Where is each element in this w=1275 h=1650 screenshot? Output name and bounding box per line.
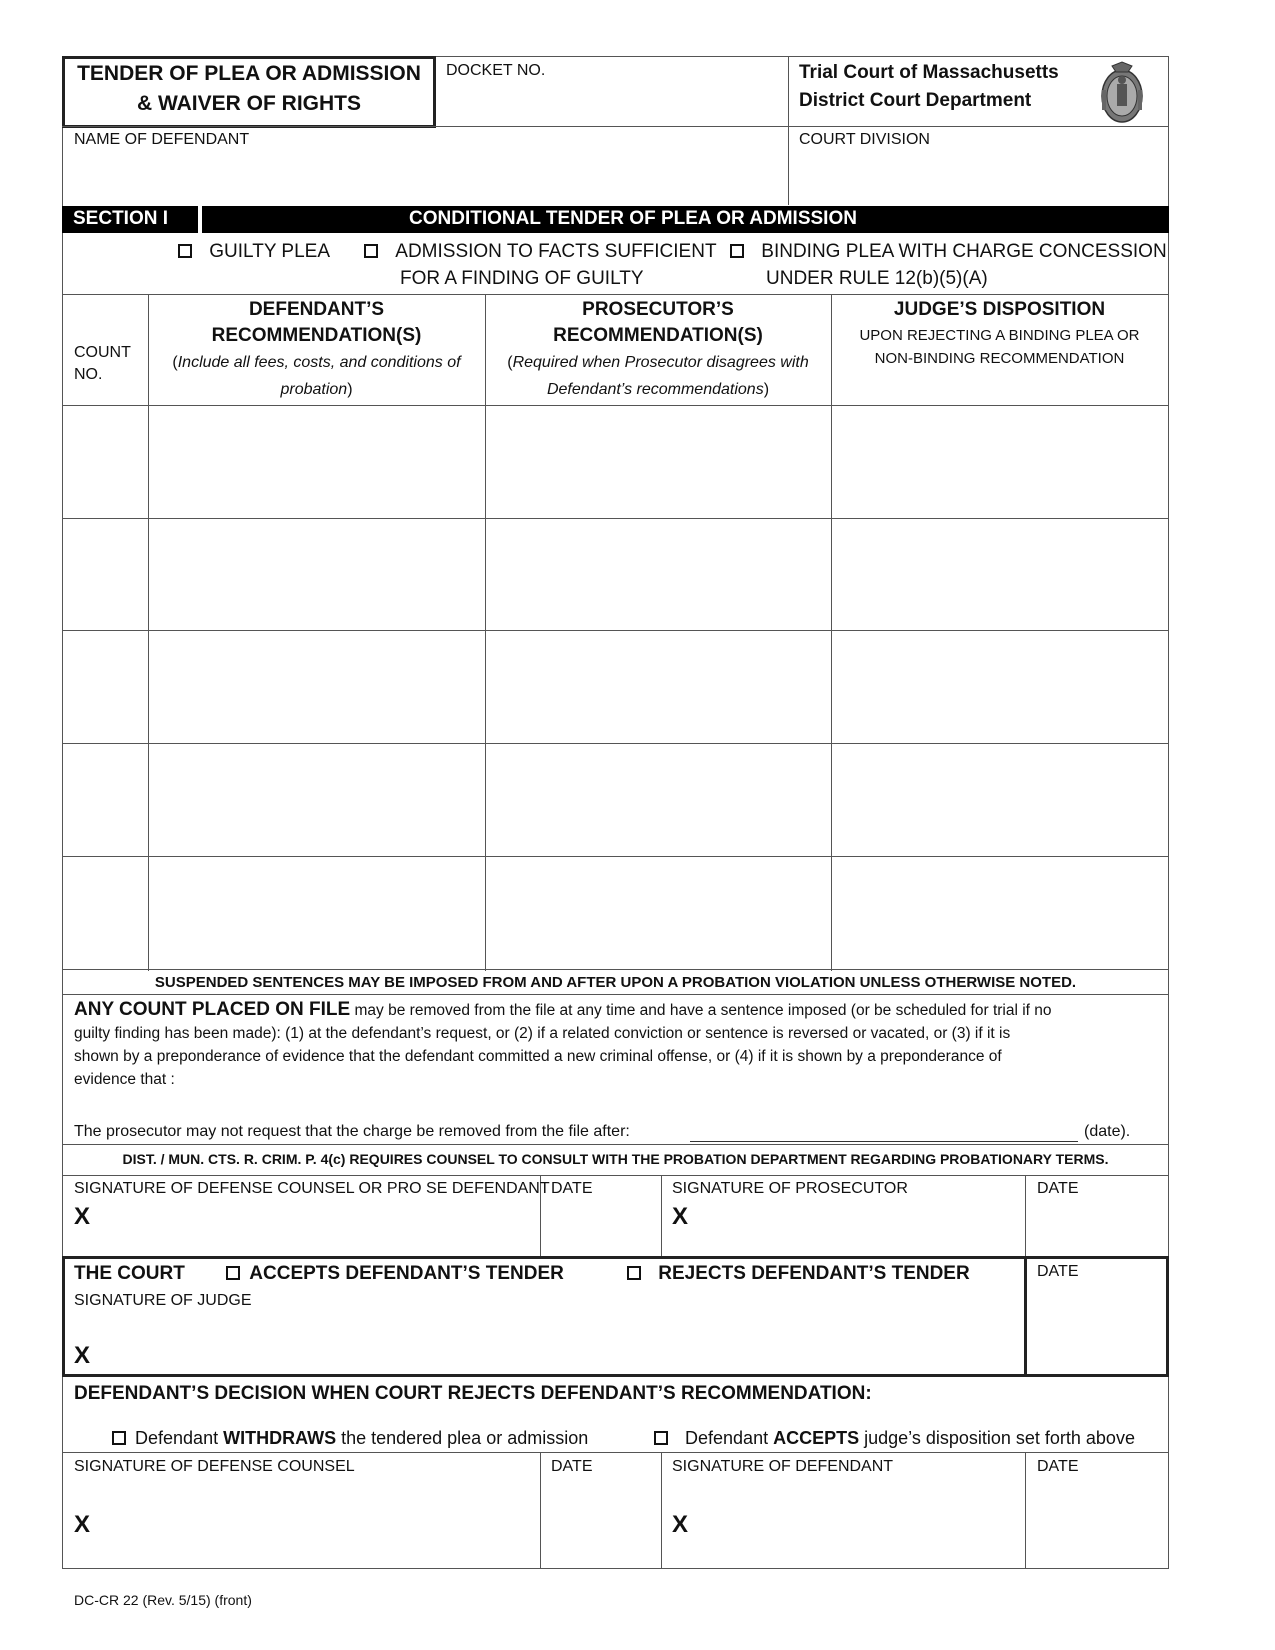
massachusetts-seal-icon — [1098, 60, 1146, 126]
option-binding-line2: UNDER RULE 12(b)(5)(A) — [766, 268, 988, 289]
option-guilty-plea[interactable]: GUILTY PLEA — [178, 241, 330, 263]
date-label: DATE — [551, 1180, 593, 1197]
sig-judge-x: X — [74, 1342, 91, 1369]
form-number: DC-CR 22 (Rev. 5/15) (front) — [74, 1592, 252, 1608]
table-row[interactable] — [64, 521, 1166, 628]
sig-prosecutor-x: X — [672, 1203, 689, 1230]
checkbox-icon[interactable] — [627, 1266, 641, 1280]
form-title-line2: & WAIVER OF RIGHTS — [136, 92, 361, 115]
court-name: Trial Court of Massachusetts — [799, 62, 1059, 83]
date-label: DATE — [1037, 1180, 1079, 1197]
checkbox-icon[interactable] — [364, 244, 378, 258]
judge-disposition-header: JUDGE’S DISPOSITION — [893, 299, 1106, 320]
file-date-field[interactable] — [690, 1128, 1078, 1142]
table-row[interactable] — [64, 746, 1166, 854]
table-row[interactable] — [64, 633, 1166, 741]
date-field[interactable] — [1030, 1284, 1164, 1372]
defendant-name-label: NAME OF DEFENDANT — [74, 131, 250, 148]
checkbox-icon[interactable] — [178, 244, 192, 258]
accepts-tender-option[interactable]: ACCEPTS DEFENDANT’S TENDER — [226, 1263, 564, 1285]
option-admission[interactable]: ADMISSION TO FACTS SUFFICIENT — [364, 241, 717, 263]
withdraw-option[interactable]: Defendant WITHDRAWS the tendered plea or admission — [112, 1428, 588, 1449]
count-label: COUNT — [74, 344, 131, 361]
sig-defendant-x: X — [672, 1511, 689, 1538]
sig-defense-counsel-label: SIGNATURE OF DEFENSE COUNSEL — [74, 1458, 355, 1475]
sig-prosecutor-label: SIGNATURE OF PROSECUTOR — [672, 1180, 908, 1197]
option-admission-line2: FOR A FINDING OF GUILTY — [400, 268, 644, 289]
sig-defense-counsel-field[interactable] — [100, 1480, 536, 1564]
date-field[interactable] — [1030, 1200, 1164, 1252]
judge-disposition-sub1: UPON REJECTING A BINDING PLEA OR — [859, 327, 1140, 344]
docket-label: DOCKET NO. — [446, 62, 546, 79]
sig-judge-field[interactable] — [100, 1314, 1016, 1370]
defendant-decision-heading: DEFENDANT’S DECISION WHEN COURT REJECTS DEFENDANT’S RECOMMENDATION: — [74, 1383, 872, 1404]
suspended-notice: SUSPENDED SENTENCES MAY BE IMPOSED FROM AND AFTER UPON A PROBATION VIOLATION UNLESS OTHERWISE NOTED. — [154, 974, 1077, 991]
section-title: CONDITIONAL TENDER OF PLEA OR ADMISSION — [409, 208, 857, 229]
docket-field[interactable] — [440, 80, 785, 124]
defendant-rec-header2: RECOMMENDATION(S) — [211, 325, 422, 346]
sig-defense-prose-label: SIGNATURE OF DEFENSE COUNSEL OR PRO SE DEFENDANT — [74, 1180, 550, 1197]
sig-prosecutor-field[interactable] — [698, 1200, 1020, 1252]
rejects-tender-option[interactable]: REJECTS DEFENDANT’S TENDER — [627, 1263, 970, 1285]
option-binding-plea[interactable]: BINDING PLEA WITH CHARGE CONCESSION — [730, 241, 1167, 263]
court-department: District Court Department — [799, 90, 1032, 111]
judge-disposition-sub2: NON-BINDING RECOMMENDATION — [874, 350, 1125, 367]
checkbox-icon[interactable] — [226, 1266, 240, 1280]
checkbox-icon[interactable] — [112, 1431, 126, 1445]
date-label: DATE — [551, 1458, 593, 1475]
file-paragraph: ANY COUNT PLACED ON FILE may be removed from the file at any time and have a sentence imposed (or be scheduled for trial if no guilty finding has been made): (1) at the defendant’s request, or (2) if a related conviction or sentence is reversed or vacated, or (3) if it is shown by a preponderance of evidence that the defendant committed a new criminal offense, or (4) if it is shown by a preponderance of evidence that : — [74, 999, 1052, 1088]
sig-defendant-field[interactable] — [698, 1480, 1020, 1564]
table-row[interactable] — [64, 859, 1166, 967]
date-suffix: (date). — [1084, 1123, 1131, 1140]
form-title-line1: TENDER OF PLEA OR ADMISSION — [77, 62, 421, 85]
sig-defense-prose-x: X — [74, 1203, 91, 1230]
date-field[interactable] — [544, 1200, 658, 1252]
the-court-label: THE COURT — [74, 1263, 185, 1284]
accept-disposition-option[interactable]: Defendant ACCEPTS judge’s disposition set forth above — [654, 1428, 1135, 1449]
prosecutor-rec-note: (Required when Prosecutor disagrees with — [507, 354, 809, 371]
checkbox-icon[interactable] — [654, 1431, 668, 1445]
prosecutor-file-line: The prosecutor may not request that the charge be removed from the file after: — [74, 1123, 630, 1140]
count-label-no: NO. — [74, 366, 103, 383]
defendant-name-field[interactable] — [66, 152, 784, 202]
sig-defense-counsel-x: X — [74, 1511, 91, 1538]
prosecutor-rec-header: PROSECUTOR’S — [582, 299, 734, 320]
prosecutor-rec-note2: Defendant’s recommendations) — [546, 381, 770, 398]
date-label: DATE — [1037, 1458, 1079, 1475]
sig-judge-label: SIGNATURE OF JUDGE — [74, 1292, 252, 1309]
date-label: DATE — [1037, 1263, 1079, 1280]
checkbox-icon[interactable] — [730, 244, 744, 258]
table-row[interactable] — [64, 408, 1166, 516]
court-division-label: COURT DIVISION — [799, 131, 930, 148]
date-field[interactable] — [1030, 1480, 1164, 1564]
sig-defense-prose-field[interactable] — [100, 1200, 536, 1252]
defendant-rec-header: DEFENDANT’S — [248, 299, 385, 320]
prosecutor-rec-header2: RECOMMENDATION(S) — [553, 325, 763, 346]
defendant-rec-note: (Include all fees, costs, and conditions of — [172, 354, 461, 371]
section-label: SECTION I — [73, 208, 169, 229]
date-field[interactable] — [544, 1480, 658, 1564]
probation-rule: DIST. / MUN. CTS. R. CRIM. P. 4(c) REQUIRES COUNSEL TO CONSULT WITH THE PROBATION DEPARTMENT REGARDING PROBATIONARY TERMS. — [122, 1151, 1109, 1167]
defendant-rec-note2: probation) — [280, 381, 353, 398]
sig-defendant-label: SIGNATURE OF DEFENDANT — [672, 1458, 894, 1475]
court-division-field[interactable] — [794, 152, 1164, 202]
